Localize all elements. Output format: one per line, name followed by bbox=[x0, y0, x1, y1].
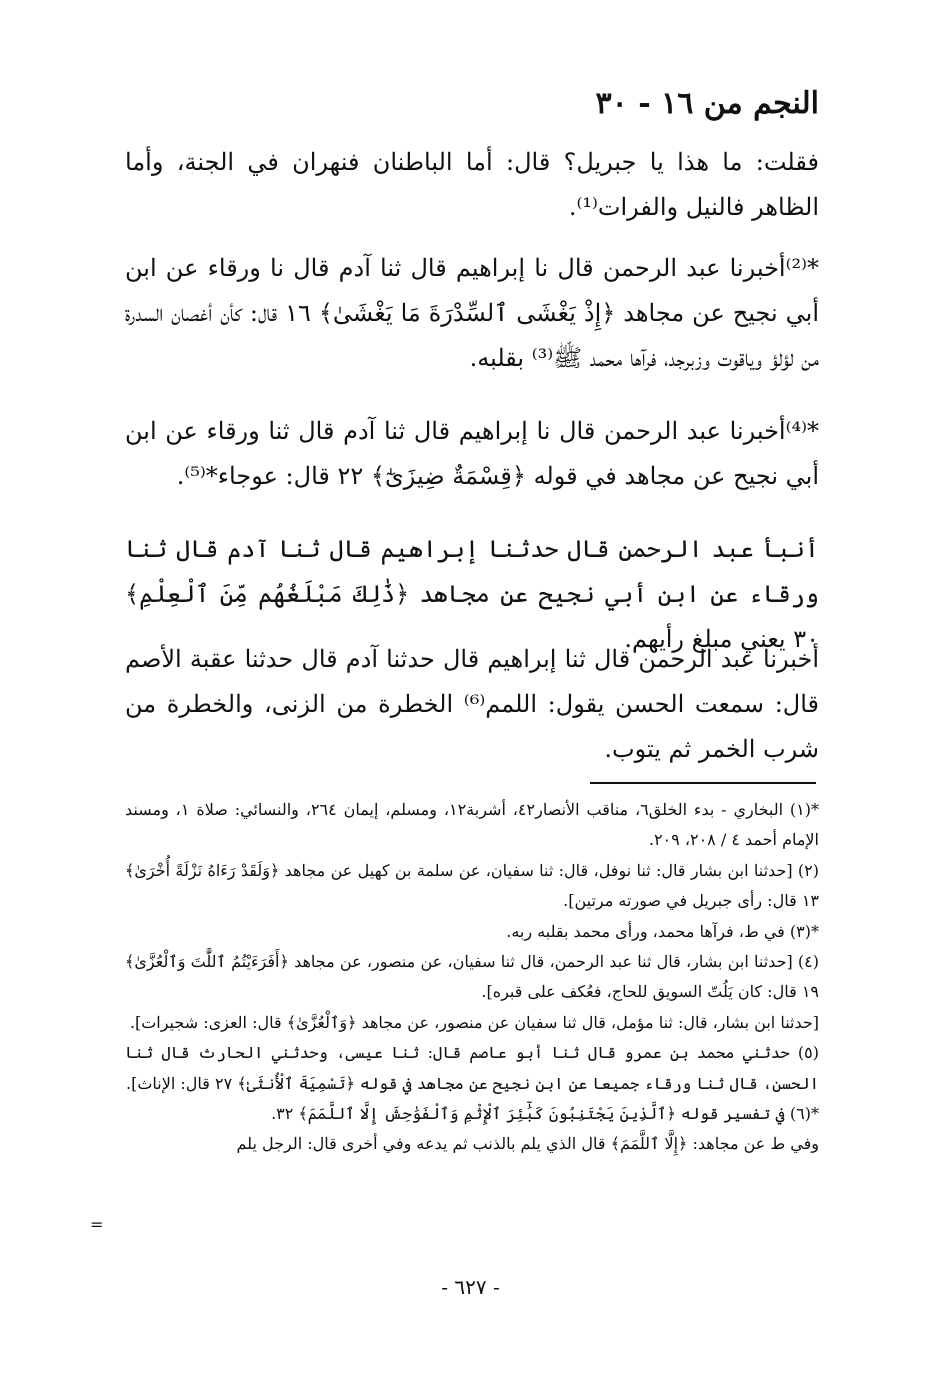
page-number: - ٦٢٧ - bbox=[441, 1275, 500, 1299]
paragraph-4: أنبأ عبد الرحمن قال حدثنا إبراهيم قال ثنا آدم قال ثنا ورقاء عن ابن أبي نجيح عن مجاهد ﴿ذَٰلِكَ مَبْلَغُهُم مِّنَ ٱلْعِلْمِ﴾ ٣٠ يعني مبلغ رأيهم. bbox=[125, 535, 819, 653]
continuation-mark: = bbox=[90, 1215, 104, 1234]
footnotes bbox=[125, 795, 819, 1160]
footnote-4-continued: [حدثنا ابن بشار، قال: ثنا مؤمل، قال ثنا سفيان عن منصور، عن مجاهد ﴿وَٱلْعُزَّىٰ﴾ قال: العزى: شجيرات]. bbox=[129, 1012, 819, 1032]
paragraph-5: أخبرنا عبد الرحمن قال ثنا إبراهيم قال حدثنا آدم قال حدثنا عقبة الأصم قال: سمعت الحسن يقول: اللمم⁽⁶⁾ الخطرة من الزنى، والخطرة من شرب الخمر ثم يتوب. bbox=[125, 645, 820, 763]
footnote-4: (٤) [حدثنا ابن بشار، قال ثنا عبد الرحمن، قال ثنا سفيان، عن منصور، عن مجاهد ﴿أَفَرَءَيْتُمُ ٱللَّٰتَ وَٱلْعُزَّىٰ﴾ ١٩ قال: كان يَلُتّ السويق للحاج، فعُكف على قبره]. bbox=[125, 952, 819, 1002]
footnote-6-continued: وفي ط عن مجاهد: ﴿إِلَّا ٱللَّمَمَ﴾ قال الذي يلم بالذنب ثم يدعه وفي أخرى قال: الرجل يلم bbox=[236, 1134, 819, 1154]
paragraph-3: *⁽⁴⁾أخبرنا عبد الرحمن قال نا إبراهيم قال ثنا آدم قال ثنا ورقاء عن ابن أبي نجيح عن مجاهد في قوله ﴿قِسْمَةٌ ضِيزَىٰٓ﴾ ٢٢ قال: عوجاء*⁽⁵⁾. bbox=[125, 417, 819, 490]
paragraph-2: *⁽²⁾أخبرنا عبد الرحمن قال نا إبراهيم قال ثنا آدم قال نا ورقاء عن ابن أبي نجيح عن مجاهد ﴿إِذْ يَغْشَى ٱلسِّدْرَةَ مَا يَغْشَىٰ﴾ ١٦ قال: كأن أغصان السدرة من لؤلؤ وياقوت وزبرجد، فرآها محمد ﷺ⁽³⁾ بقلبه. bbox=[125, 254, 819, 372]
footnote-separator bbox=[590, 782, 816, 784]
footnote-6: *(٦) في تفسير قوله ﴿ٱلَّذِينَ يَجْتَنِبُونَ كَبَٰٓئِرَ ٱلْإِثْمِ وَٱلْفَوَٰحِشَ إِلَّا ٱللَّمَمَ﴾ ٣٢. bbox=[271, 1104, 819, 1124]
footnote-3: *(٣) في ط، فرآها محمد، ورأى محمد بقلبه ربه. bbox=[506, 921, 819, 941]
paragraph-1: فقلت: ما هذا يا جبريل؟ قال: أما الباطنان فنهران في الجنة، وأما الظاهر فالنيل والفرات⁽¹⁾. bbox=[125, 148, 819, 221]
footnote-5: (٥) حدثني محمد بن عمرو قال ثنا أبو عاصم قال: ثنا عيسى، وحدثني الحارث قال ثنا الحسن، قال ثنا ورقاء جميعا عن ابن نجيح عن مجاهد في قوله ﴿تَسْمِيَةَ ٱلْأُنثَىٰ﴾ ٢٧ قال: الإناث]. bbox=[125, 1043, 820, 1093]
footnote-1: *(١) البخاري - بدء الخلق٦، مناقب الأنصار٤٢، أشربة١٢، ومسلم، إيمان ٢٦٤، والنسائي: صلاة ١، ومسند الإمام أحمد ٤ / ٢٠٨، ٢٠٩. bbox=[125, 800, 820, 850]
footnote-2: (٢) [حدثنا ابن بشار قال: ثنا نوفل، قال: ثنا سفيان، عن سلمة بن كهيل عن مجاهد ﴿وَلَقَدْ رَءَاهُ نَزْلَةً أُخْرَىٰ﴾ ١٣ قال: رأى جبريل في صورته مرتين]. bbox=[125, 860, 819, 911]
page-header-title: النجم من ١٦ - ٣٠ bbox=[595, 86, 819, 121]
